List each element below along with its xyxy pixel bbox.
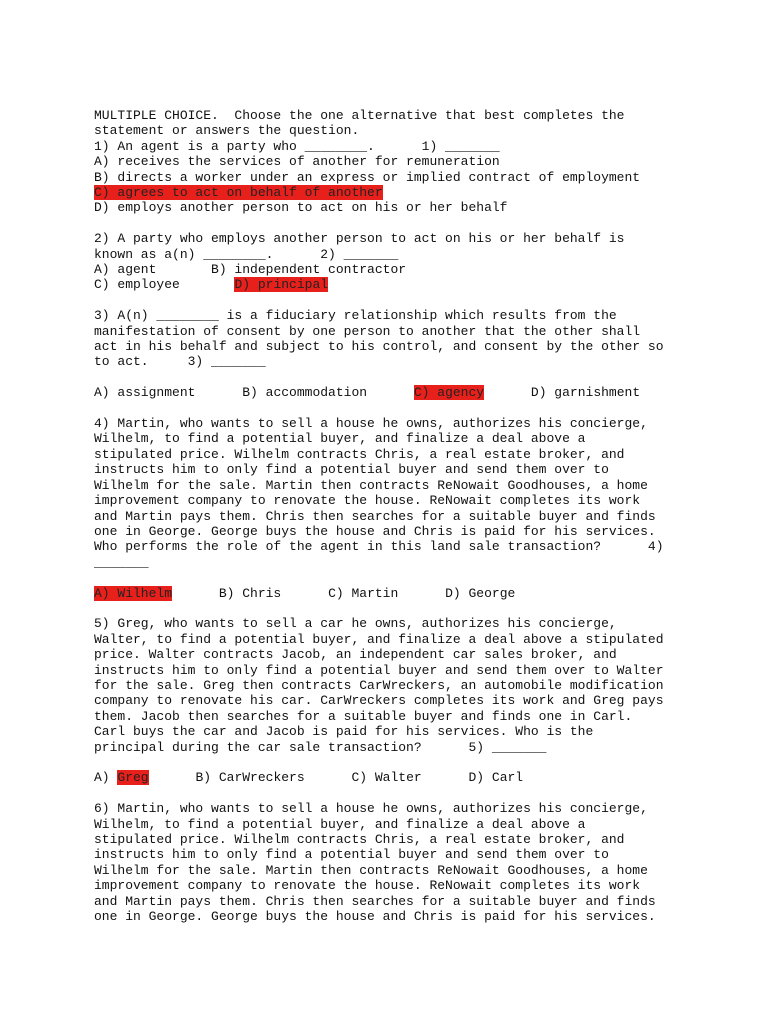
- question-4-option-c: C) Martin: [328, 585, 399, 601]
- question-2-option-a: A) agent: [94, 262, 157, 278]
- question-4-line: 4) Martin, who wants to sell a house he owns, authorizes his concierge,: [94, 416, 648, 432]
- document-content: [94, 108, 694, 924]
- question-6-line: improvement company to renovate the house. ReNowait completes its work: [94, 878, 641, 894]
- question-4-line: instructs him to only find a potential buyer and send them over to: [94, 462, 609, 478]
- question-2-stem-line-2: known as a(n) ________. 2) _______: [94, 246, 399, 262]
- question-5-line: Carl buys the car and Jacob is paid for his services. Who is the: [94, 724, 594, 740]
- question-3-option-b: B) accommodation: [242, 385, 368, 401]
- question-5-line: for the sale. Greg then contracts CarWreckers, an automobile modification: [94, 677, 664, 693]
- question-3-option-a: A) assignment: [94, 385, 196, 401]
- question-1-option-c-highlighted: C) agrees to act on behalf of another: [94, 185, 383, 201]
- question-5-option-b: B) CarWreckers: [195, 770, 305, 786]
- instructions-line-1: MULTIPLE CHOICE. Choose the one alternative that best completes the: [94, 108, 625, 123]
- question-6-line: Wilhelm, to find a potential buyer, and finalize a deal above a: [94, 816, 586, 832]
- question-3-stem-line-4: to act. 3) _______: [94, 354, 266, 370]
- question-5-line: instructs him to only find a potential buyer and send them over to Walter: [94, 662, 664, 678]
- question-6-line: Wilhelm for the sale. Martin then contracts ReNowait Goodhouses, a home: [94, 862, 648, 878]
- question-2-option-c: C) employee: [94, 277, 180, 293]
- question-5-line: 5) Greg, who wants to sell a car he owns, authorizes his concierge,: [94, 616, 617, 632]
- question-5-line: principal during the car sale transaction? 5) _______: [94, 739, 547, 755]
- question-4-option-b: B) Chris: [218, 585, 282, 601]
- question-2-option-b: B) independent contractor: [211, 262, 407, 278]
- question-5-line: Walter, to find a potential buyer, and finalize a deal above a stipulated: [94, 631, 664, 647]
- question-4-option-a-highlighted: A) Wilhelm: [94, 585, 173, 601]
- question-1-option-d: D) employs another person to act on his or her behalf: [94, 200, 508, 216]
- question-3-stem-line-2: manifestation of consent by one person to another that the other shall: [94, 323, 641, 339]
- question-3-option-c-highlighted: C) agency: [413, 385, 485, 401]
- question-4-answer-blank: _______: [94, 554, 149, 570]
- question-4-line: stipulated price. Wilhelm contracts Chris, a real estate broker, and: [94, 446, 625, 462]
- question-2-stem-line-1: 2) A party who employs another person to act on his or her behalf is: [94, 231, 625, 247]
- question-5-line: price. Walter contracts Jacob, an independent car sales broker, and: [94, 647, 617, 663]
- question-5-option-a-highlighted: Greg: [117, 770, 149, 786]
- question-3-stem-line-3: act in his behalf and subject to his control, and consent by the other so: [94, 339, 664, 355]
- question-3-option-d: D) garnishment: [530, 385, 641, 401]
- question-3-stem-line-1: 3) A(n) ________ is a fiduciary relationship which results from the: [94, 308, 617, 324]
- question-1-stem: 1) An agent is a party who ________. 1) _______: [94, 138, 500, 154]
- question-6-line: and Martin pays them. Chris then searches for a suitable buyer and finds: [94, 893, 656, 909]
- question-4-line: improvement company to renovate the house. ReNowait completes its work: [94, 493, 641, 509]
- question-4-line: and Martin pays them. Chris then searches for a suitable buyer and finds: [94, 508, 656, 524]
- question-5-line: them. Jacob then searches for a suitable buyer and finds one in Carl.: [94, 708, 633, 724]
- question-2-option-d-highlighted: D) principal: [234, 277, 329, 293]
- question-1-option-a: A) receives the services of another for remuneration: [94, 154, 500, 170]
- question-5-option-c: C) Walter: [351, 770, 422, 786]
- question-5-line: company to renovate his car. CarWreckers completes its work and Greg pays: [94, 693, 664, 709]
- question-4-line: one in George. George buys the house and Chris is paid for his services.: [94, 523, 656, 539]
- question-4-option-d: D) George: [445, 585, 516, 601]
- question-6-line: instructs him to only find a potential buyer and send them over to: [94, 847, 609, 863]
- question-4-line: Wilhelm, to find a potential buyer, and finalize a deal above a: [94, 431, 586, 447]
- question-6-line: one in George. George buys the house and Chris is paid for his services.: [94, 909, 656, 924]
- question-4-line: Who performs the role of the agent in this land sale transaction? 4): [94, 539, 664, 555]
- question-5-option-d: D) Carl: [468, 770, 524, 786]
- question-6-line: stipulated price. Wilhelm contracts Chris, a real estate broker, and: [94, 831, 625, 847]
- question-5-option-a-prefix: A): [94, 770, 118, 786]
- question-6-line: 6) Martin, who wants to sell a house he owns, authorizes his concierge,: [94, 801, 648, 817]
- question-1-option-b: B) directs a worker under an express or implied contract of employment: [94, 169, 641, 185]
- question-4-line: Wilhelm for the sale. Martin then contracts ReNowait Goodhouses, a home: [94, 477, 648, 493]
- instructions-line-2: statement or answers the question.: [94, 123, 360, 139]
